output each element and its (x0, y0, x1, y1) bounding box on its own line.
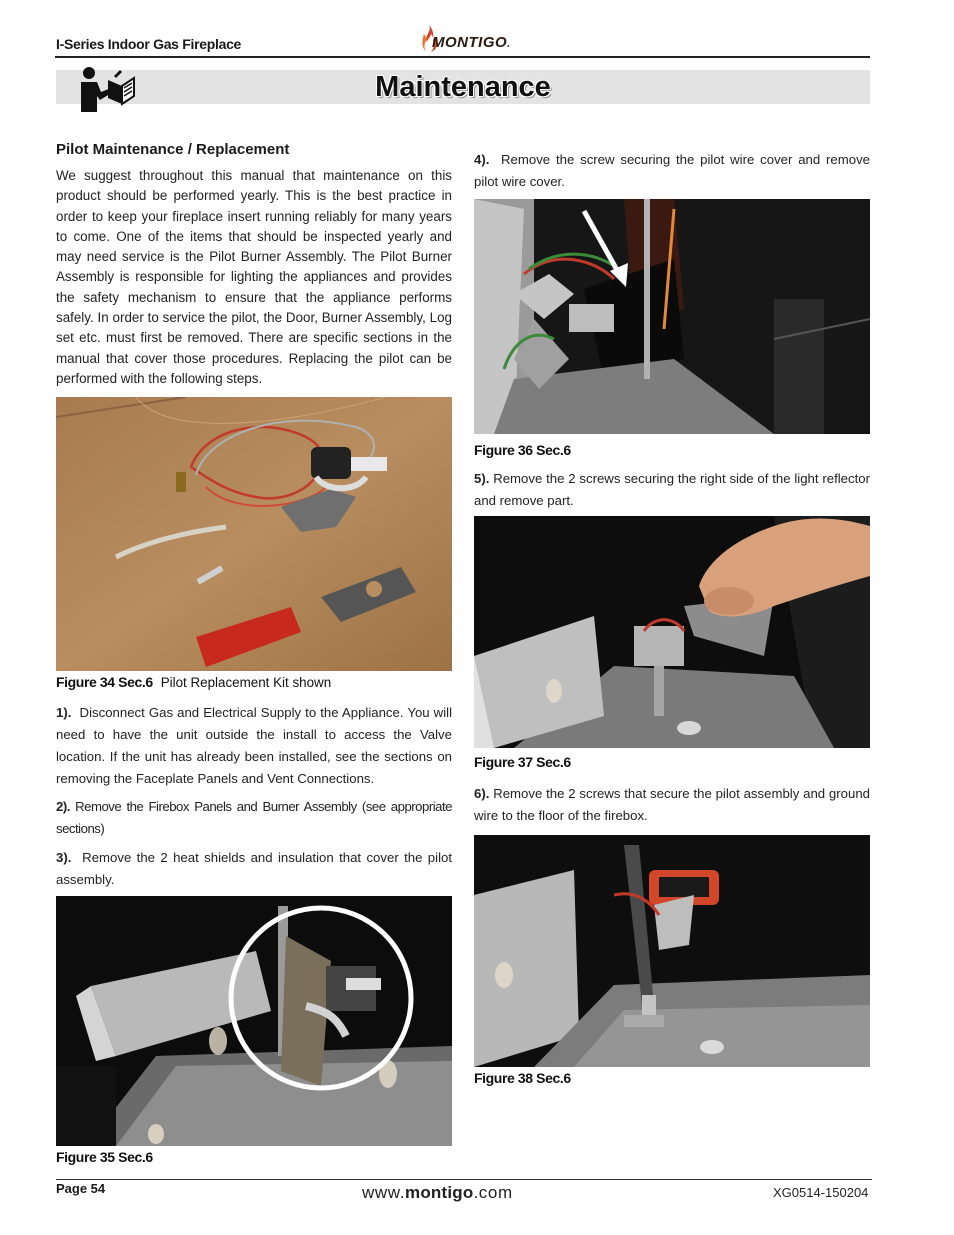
website-url[interactable]: www.montigo.com (362, 1183, 513, 1202)
montigo-logo (418, 24, 510, 56)
person-reading-manual-icon (78, 66, 136, 114)
banner-title: Maintenance (375, 71, 551, 103)
step-2: 2). Remove the Firebox Panels and Burner Assembly (see appropriate sections) (56, 799, 453, 836)
footer-rule (56, 1179, 872, 1180)
step-3: 3). Remove the 2 heat shields and insulation that cover the pilot assembly. (56, 850, 453, 887)
figure-38-caption: Figure 38 Sec.6 (474, 1070, 571, 1086)
figure-36-caption: Figure 36 Sec.6 (474, 442, 571, 458)
document-code: XG0514-150204 (773, 1185, 869, 1200)
figure-35-caption: Figure 35 Sec.6 (56, 1149, 153, 1165)
step-5: 5). Remove the 2 screws securing the right side of the light reflector and remove part. (474, 471, 870, 508)
step-6: 6). Remove the 2 screws that secure the pilot assembly and ground wire to the floor of the firebox. (474, 786, 870, 823)
step-4: 4). Remove the screw securing the pilot wire cover and remove pilot wire cover. (474, 152, 871, 189)
logo-wordmark: MONTIGO. (432, 34, 511, 51)
figure-37-caption: Figure 37 Sec.6 (474, 754, 571, 770)
intro-paragraph: We suggest throughout this manual that maintenance on this product should be performed yearly. This is the best practice in order to keep your fireplace insert running reliably for many years to come. One of the items that should be inspected yearly and may need service is the Pilot Burner Assembly. The Pilot Burner Assembly is responsible for lighting the appliances and provides the safety mechanism to ensure that the appliance performs safely. In order to service the pilot, the Door, Burner Assembly, Log set etc. must first be removed. There are specific sections in the manual that cover those procedures. Replacing the pilot can be performed with the following steps. (56, 168, 452, 386)
page-number: Page 54 (56, 1181, 106, 1196)
figure-34-caption: Figure 34 Sec.6 Pilot Replacement Kit shown (56, 674, 332, 690)
section-banner (56, 70, 870, 104)
document-title: I-Series Indoor Gas Fireplace (56, 36, 242, 52)
section-title: Pilot Maintenance / Replacement (56, 141, 290, 158)
header-rule (55, 56, 870, 58)
step-1: 1). Disconnect Gas and Electrical Supply to the Appliance. You will need to have the unit outside the install to access the Valve location. If the unit has already been installed, see the sections on removing the Faceplate Panels and Vent Connections. (56, 705, 452, 786)
figure-35-photo (56, 896, 452, 1146)
figure-36-photo (474, 199, 870, 434)
figure-34-photo (56, 397, 452, 671)
figure-37-photo (474, 516, 870, 748)
figure-38-photo (474, 835, 870, 1067)
